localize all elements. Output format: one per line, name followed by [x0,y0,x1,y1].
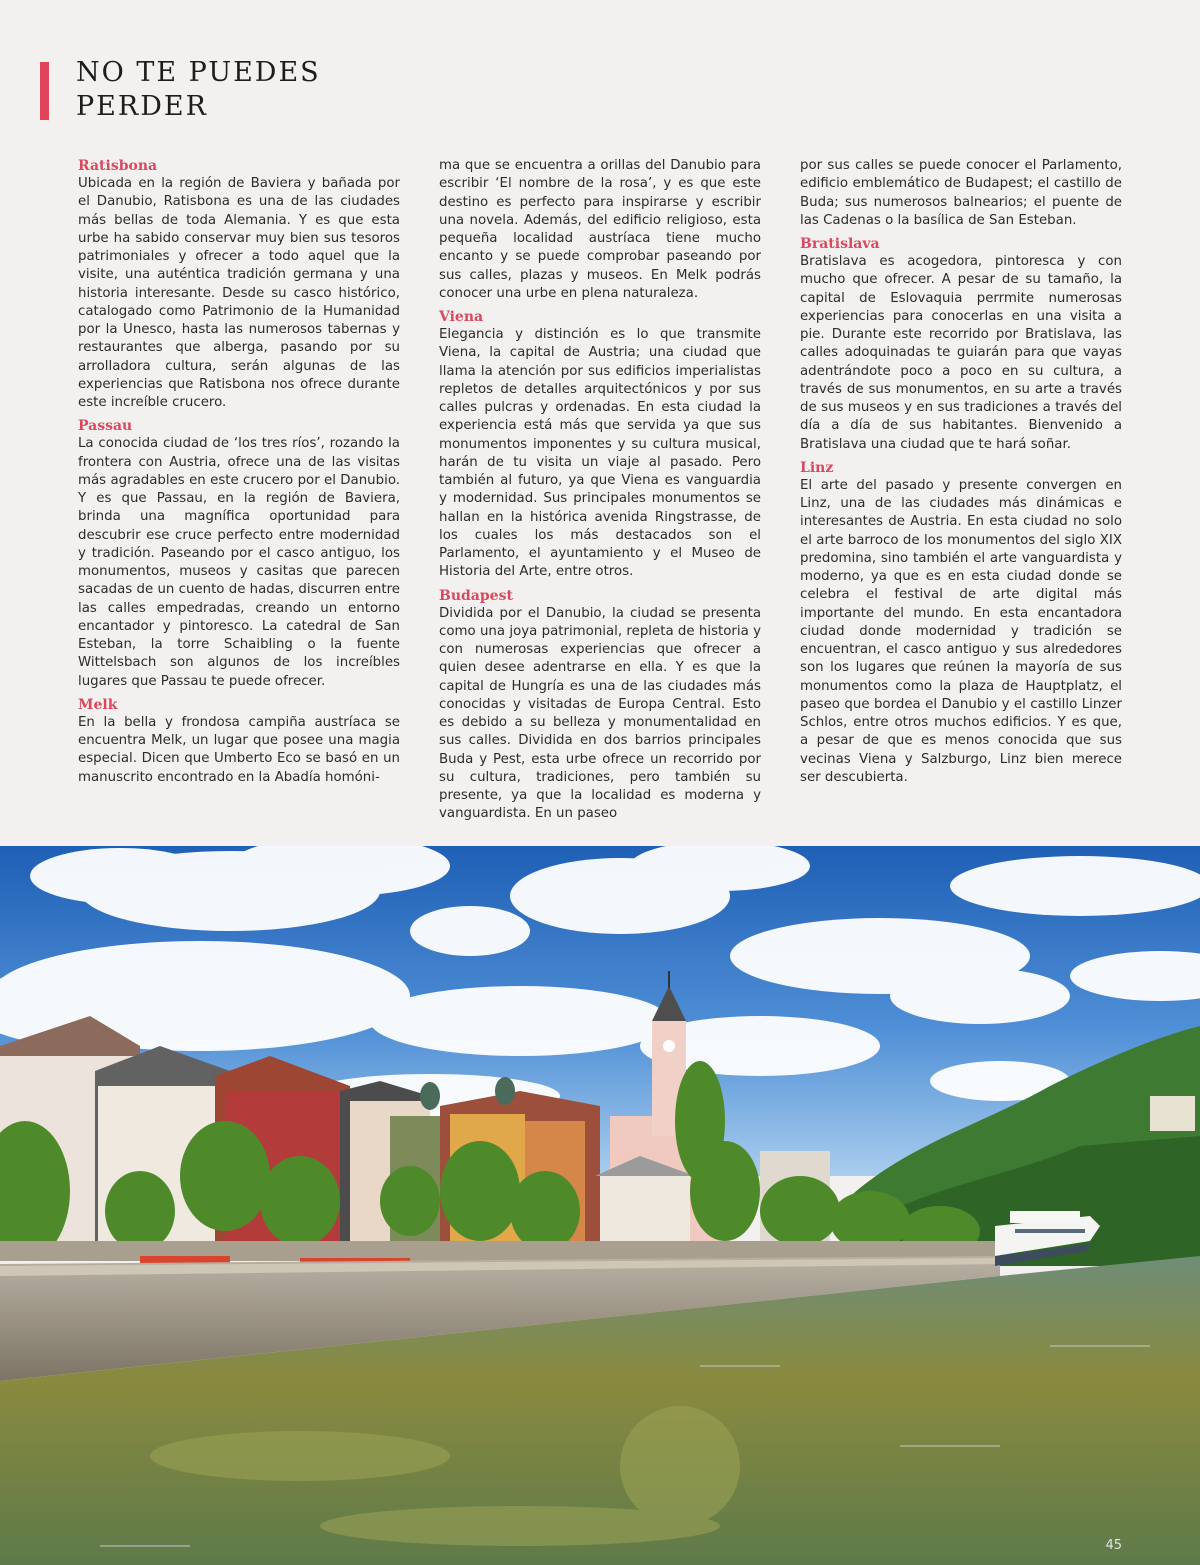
title-line-2: PERDER [76,91,208,122]
text-bratislava: Bratislava es acogedora, pintoresca y con mucho que ofrecer. A pesar de su tamaño, la capital de Eslovaquia perrmite numerosas experiencias para conocerlas en una visita a pie. Durante este recorrido por Bratislava, las calles adoquinadas te guiarán para que vayas adentrándote poco a poco en su cultura, a través de sus monumentos, en su arte a través de sus museos y en sus tradiciones a través del día a día de sus habitantes. Bienvenido a Bratislava una ciudad que te hará soñar. [800,254,1122,452]
heading-bratislava: Bratislava [800,236,880,252]
text-melk-part2: ma que se encuentra a orillas del Danubio para escribir ‘El nombre de la rosa’, y es que este destino es perfecto para inspirarse y escribir una novela. Además, del edificio religioso, esta pequeña localidad austríaca tiene mucho encanto y se puede comprobar paseando por sus calles, plazas y museos. En Melk podrás conocer una urbe en plena naturaleza. [439,158,761,301]
heading-viena: Viena [439,309,484,325]
danube-town-photo [0,846,1200,1565]
heading-passau: Passau [78,418,133,435]
page-title [76,56,321,124]
text-column-2 [439,157,761,829]
text-column-1 [78,157,400,792]
heading-ratisbona: Ratisbona [78,158,158,174]
heading-melk: Melk [78,696,118,713]
text-melk-part1: En la bella y frondosa campiña austríaca se encuentra Melk, un lugar que posee una magia especial. Dicen que Umberto Eco se basó en un manuscrito encontrado en la Abadía homóni- [78,714,400,785]
text-column-3 [800,157,1122,792]
text-budapest-part2: por sus calles se puede conocer el Parlamento, edificio emblemático de Budapest; el castillo de Buda; sus numerosos balnearios; el puente de las Cadenas o la basílica de San Esteban. [800,158,1122,228]
accent-bar [40,62,49,120]
text-viena: Elegancia y distinción es lo que transmite Viena, la capital de Austria; una ciudad que llama la atención por sus edificios imperialistas repletos de detalles arquitectónicos y por sus calles pulcras y ordenadas. En esta ciudad la experiencia está más que servida ya que sus monumentos imponentes y su cultura musical, harán de tu visita un viaje al pasado. Pero también al futuro, ya que Viena es vanguardia y modernidad. Sus principales monumentos se hallan en la histórica avenida Ringstrasse, de los cuales los más destacados son el Parlamento, el ayuntamiento y el Museo de Historia del Arte, entre otros. [439,327,761,580]
heading-budapest: Budapest [439,587,513,604]
text-linz: El arte del pasado y presente convergen en Linz, una de las ciudades más dinámicas e interesantes de Austria. En esta ciudad no solo el arte barroco de los monumentos del siglo XIX predomina, sino también el arte vanguardista y moderno, ya que es en esta ciudad donde se celebra el festival de arte digital más importante del mundo. En esta encantadora ciudad donde modernidad y tradición se encuentran, el casco antiguo y sus alrededores son los lugares que reúnen la mayoría de sus monumentos como la plaza de Hauptplatz, el paseo que bordea el Danubio y el castillo Linzer Schlos, entre otros muchos edificios. Y es que, a pesar de que es menos conocida que sus vecinas Viena y Salzburgo, Linz bien merece ser descubierta. [800,477,1122,785]
title-line-1: NO TE PUEDES [76,57,321,88]
text-ratisbona: Ubicada en la región de Baviera y bañada por el Danubio, Ratisbona es una de las ciudades más bellas de toda Alemania. Y es que esta urbe ha sabido conservar muy bien sus tesoros patrimoniales y ofrecer a todo aquel que la visite, una auténtica tradición germana y una historia interesante. Desde su casco histórico, catalogado como Patrimonio de la Humanidad por la Unesco, hasta las numerosos tabernas y restaurantes que alberga, pasando por su arrolladora cultura, serán algunas de las experiencias que Ratisbona nos ofrece durante este increíble crucero. [78,176,400,410]
text-budapest-part1: Dividida por el Danubio, la ciudad se presenta como una joya patrimonial, repleta de historia y con numerosas experiencias que ofrecer a quien desee adentrarse en ella. Y es que la capital de Hungría es una de las ciudades más conocidas y visitadas de Europa Central. Esto es debido a su belleza y monumentalidad en sus calles. Dividida en dos barrios principales Buda y Pest, esta urbe ofrece un recorrido por su cultura, tradiciones, pero también su presente, ya que la localidad es moderna y vanguardista. En un paseo [439,605,761,822]
heading-linz: Linz [800,459,834,476]
page-number: 45 [1105,1538,1122,1553]
text-passau: La conocida ciudad de ‘los tres ríos’, rozando la frontera con Austria, ofrece una de las visitas más agradables en este crucero por el Danubio. Y es que Passau, en la región de Baviera, brinda una magnífica oportunidad para descubrir ese cruce perfecto entre modernidad y tradición. Paseando por el casco antiguo, los monumentos, museos y casitas que parecen sacadas de un cuento de hadas, discurren entre las calles empedradas, creando un entorno encantador y pintoresco. La catedral de San Esteban, la torre Schaibling o la fuente Wittelsbach son algunos de los increíbles lugares que Passau te puede ofrecer. [78,436,400,689]
